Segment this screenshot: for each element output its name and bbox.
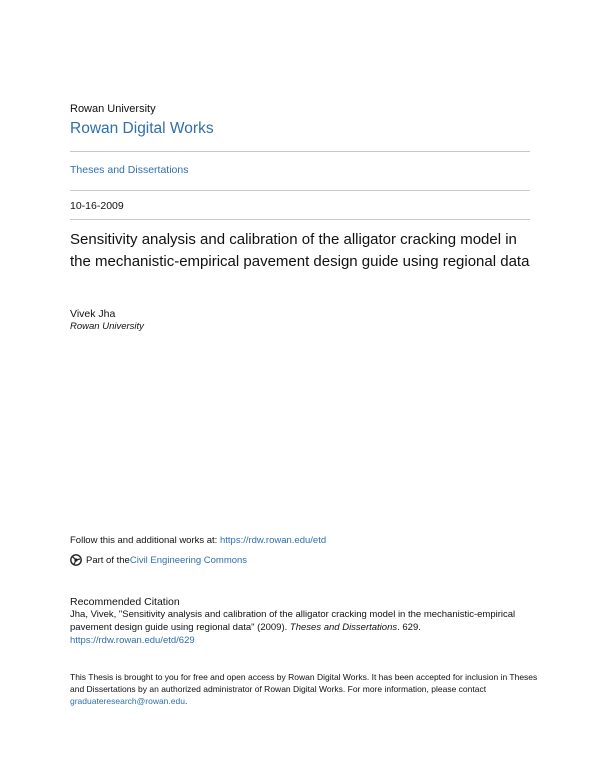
citation-suffix: . 629. [397,622,421,633]
citation-main: Jha, Vivek, "Sensitivity analysis and calibration of the alligator cracking model in the mechanistic-empirical pavement design guide using regional data" (2009). [70,609,516,633]
contact-email-link[interactable]: graduateresearch@rowan.edu [70,696,185,706]
author-affiliation: Rowan University [70,321,144,332]
follow-line [70,535,326,546]
citation-url-link[interactable]: https://rdw.rowan.edu/etd/629 [70,635,195,646]
divider [70,190,530,191]
citation-series: Theses and Dissertations [289,622,398,633]
citation-text [70,608,540,647]
network-commons-icon [70,554,82,566]
divider [70,219,530,220]
author-name: Vivek Jha [70,308,116,320]
recommended-citation-heading: Recommended Citation [70,596,180,608]
civil-engineering-commons-link[interactable]: Civil Engineering Commons [129,554,248,566]
access-notice-end: . [184,696,188,706]
follow-label: Follow this and additional works at: [70,535,220,546]
publication-date: 10-16-2009 [70,200,124,212]
document-title: Sensitivity analysis and calibration of the alligator cracking model in the mechanistic-empirical pavement design guide using regional data [70,231,530,270]
part-of-label: Part of the [86,554,130,566]
access-notice-text: This Thesis is brought to you for free and open access by Rowan Digital Works. It has been accepted for inclusion in Theses and Dissertations by an authorized administrator of Rowan Digital Works. For more information, please contact [70,672,538,694]
part-of-line [70,554,247,566]
divider [70,151,530,152]
follow-url-link[interactable]: https://rdw.rowan.edu/etd [219,535,327,546]
institution-name: Rowan University [70,103,156,115]
series-link[interactable]: Theses and Dissertations [70,164,189,176]
repository-link[interactable]: Rowan Digital Works [70,120,214,137]
access-notice [70,671,540,707]
